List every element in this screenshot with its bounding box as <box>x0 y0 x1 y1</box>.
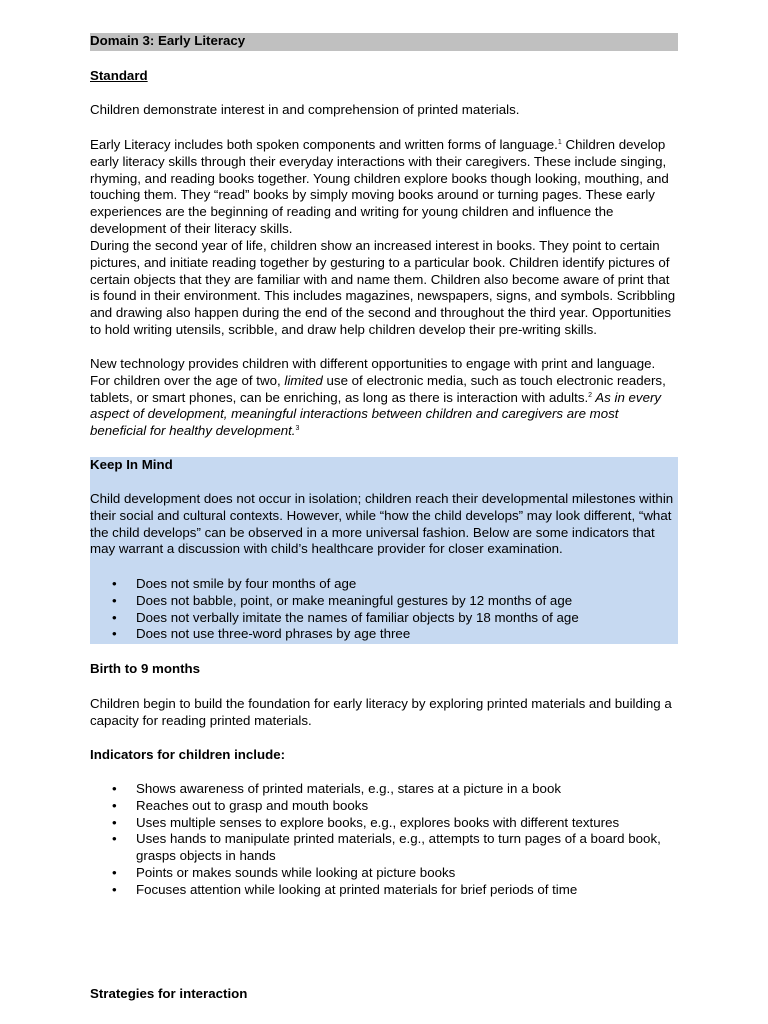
paragraph-early-literacy <box>90 137 678 238</box>
list-item <box>90 865 678 882</box>
p3-text-a: New technology provides children with different opportunities to engage with print and language. For children over the age of two, <box>90 356 656 388</box>
bullet-glyph: • <box>112 576 117 591</box>
bullet-glyph: • <box>112 864 117 880</box>
strategies-heading: Strategies for interaction <box>90 986 248 1001</box>
bullet-glyph: • <box>112 814 117 830</box>
p3-limited: limited <box>284 372 323 388</box>
list-item-text: Does not smile by four months of age <box>136 576 357 591</box>
standard-heading: Standard <box>90 68 148 83</box>
list-item-text: Shows awareness of printed materials, e.g., stares at a picture in a book <box>136 781 561 796</box>
list-item-text: Uses hands to manipulate printed materials, e.g., attempts to turn pages of a board book, grasps objects in hands <box>136 831 661 864</box>
list-item <box>90 610 678 627</box>
birth-text: Children begin to build the foundation for early literacy by exploring printed materials and building a capacity for reading printed materials. <box>90 696 672 728</box>
list-item <box>90 781 678 798</box>
bullet-glyph: • <box>112 781 117 796</box>
keep-in-mind-list <box>90 576 678 643</box>
birth-heading: Birth to 9 months <box>90 661 201 676</box>
standard-text: Children demonstrate interest in and comprehension of printed materials. <box>90 102 520 117</box>
keep-in-mind-heading: Keep In Mind <box>90 457 173 472</box>
list-item <box>90 626 678 643</box>
paragraph-technology <box>90 356 678 440</box>
list-item <box>90 593 678 610</box>
list-item-text: Does not verbally imitate the names of familiar objects by 18 months of age <box>136 609 579 625</box>
p1-text-b: Children develop early literacy skills through their everyday interactions with their caregivers. These include singing, rhyming, and reading books together. Young children explore books though looking, mouthing, and touching them. They “read” books by simply moving books around or turning pages. These early experiences are the beginning of reading and writing for young children and influence the development of their literacy skills. <box>90 137 669 236</box>
bullet-glyph: • <box>112 831 117 847</box>
list-item-text: Reaches out to grasp and mouth books <box>136 797 369 813</box>
keep-in-mind-text: Child development does not occur in isolation; children reach their developmental milestones within their social and cultural contexts. However, while “how the child develops” may look different, “what the child develops” can be observed in a more universal fashion. Below are some indicators that may warrant a discussion with child’s healthcare provider for closer examination. <box>90 491 674 557</box>
list-item-text: Does not use three-word phrases by age three <box>136 626 411 642</box>
bullet-glyph: • <box>112 881 117 897</box>
list-item-text: Points or makes sounds while looking at picture books <box>136 864 456 880</box>
footnote-1: 1 <box>557 139 562 146</box>
list-item <box>90 798 678 815</box>
p1-text-a: Early Literacy includes both spoken components and written forms of language. <box>90 137 558 152</box>
list-item <box>90 831 678 865</box>
indicators-heading: Indicators for children include: <box>90 747 286 762</box>
p3-italic: As in every aspect of development, meaningful interactions between children and caregivers are most beneficial for healthy development. <box>90 389 662 439</box>
list-item <box>90 882 678 899</box>
list-item-text: Uses multiple senses to explore books, e.g., explores books with different textures <box>136 814 620 830</box>
bullet-glyph: • <box>112 626 117 642</box>
footnote-2: 2 <box>588 391 593 399</box>
list-item-text: Does not babble, point, or make meaningful gestures by 12 months of age <box>136 592 573 608</box>
bullet-glyph: • <box>112 797 117 813</box>
p3-text-b: use of electronic media, such as touch electronic readers, tablets, or smart phones, can be enriching, as long as there is interaction with adults. <box>90 372 666 405</box>
indicators-list <box>90 781 678 899</box>
domain-heading: Domain 3: Early Literacy <box>90 33 246 48</box>
list-item <box>90 815 678 832</box>
list-item-text: Focuses attention while looking at printed materials for brief periods of time <box>136 881 578 897</box>
list-item <box>90 576 678 593</box>
paragraph-second-year: During the second year of life, children show an increased interest in books. They point to certain pictures, and initiate reading together by gesturing to a particular book. Children identify pictures of certain objects that they are familiar with and name them. Children also become aware of print that is found in their environment. This includes magazines, newspapers, signs, and symbols. Scribbling and drawing also happen during the end of the second and throughout the third year. Opportunities to hold writing utensils, scribble, and draw help children develop their pre-writing skills. <box>90 238 676 337</box>
bullet-glyph: • <box>112 592 117 608</box>
bullet-glyph: • <box>112 609 117 625</box>
footnote-3: 3 <box>295 425 300 433</box>
